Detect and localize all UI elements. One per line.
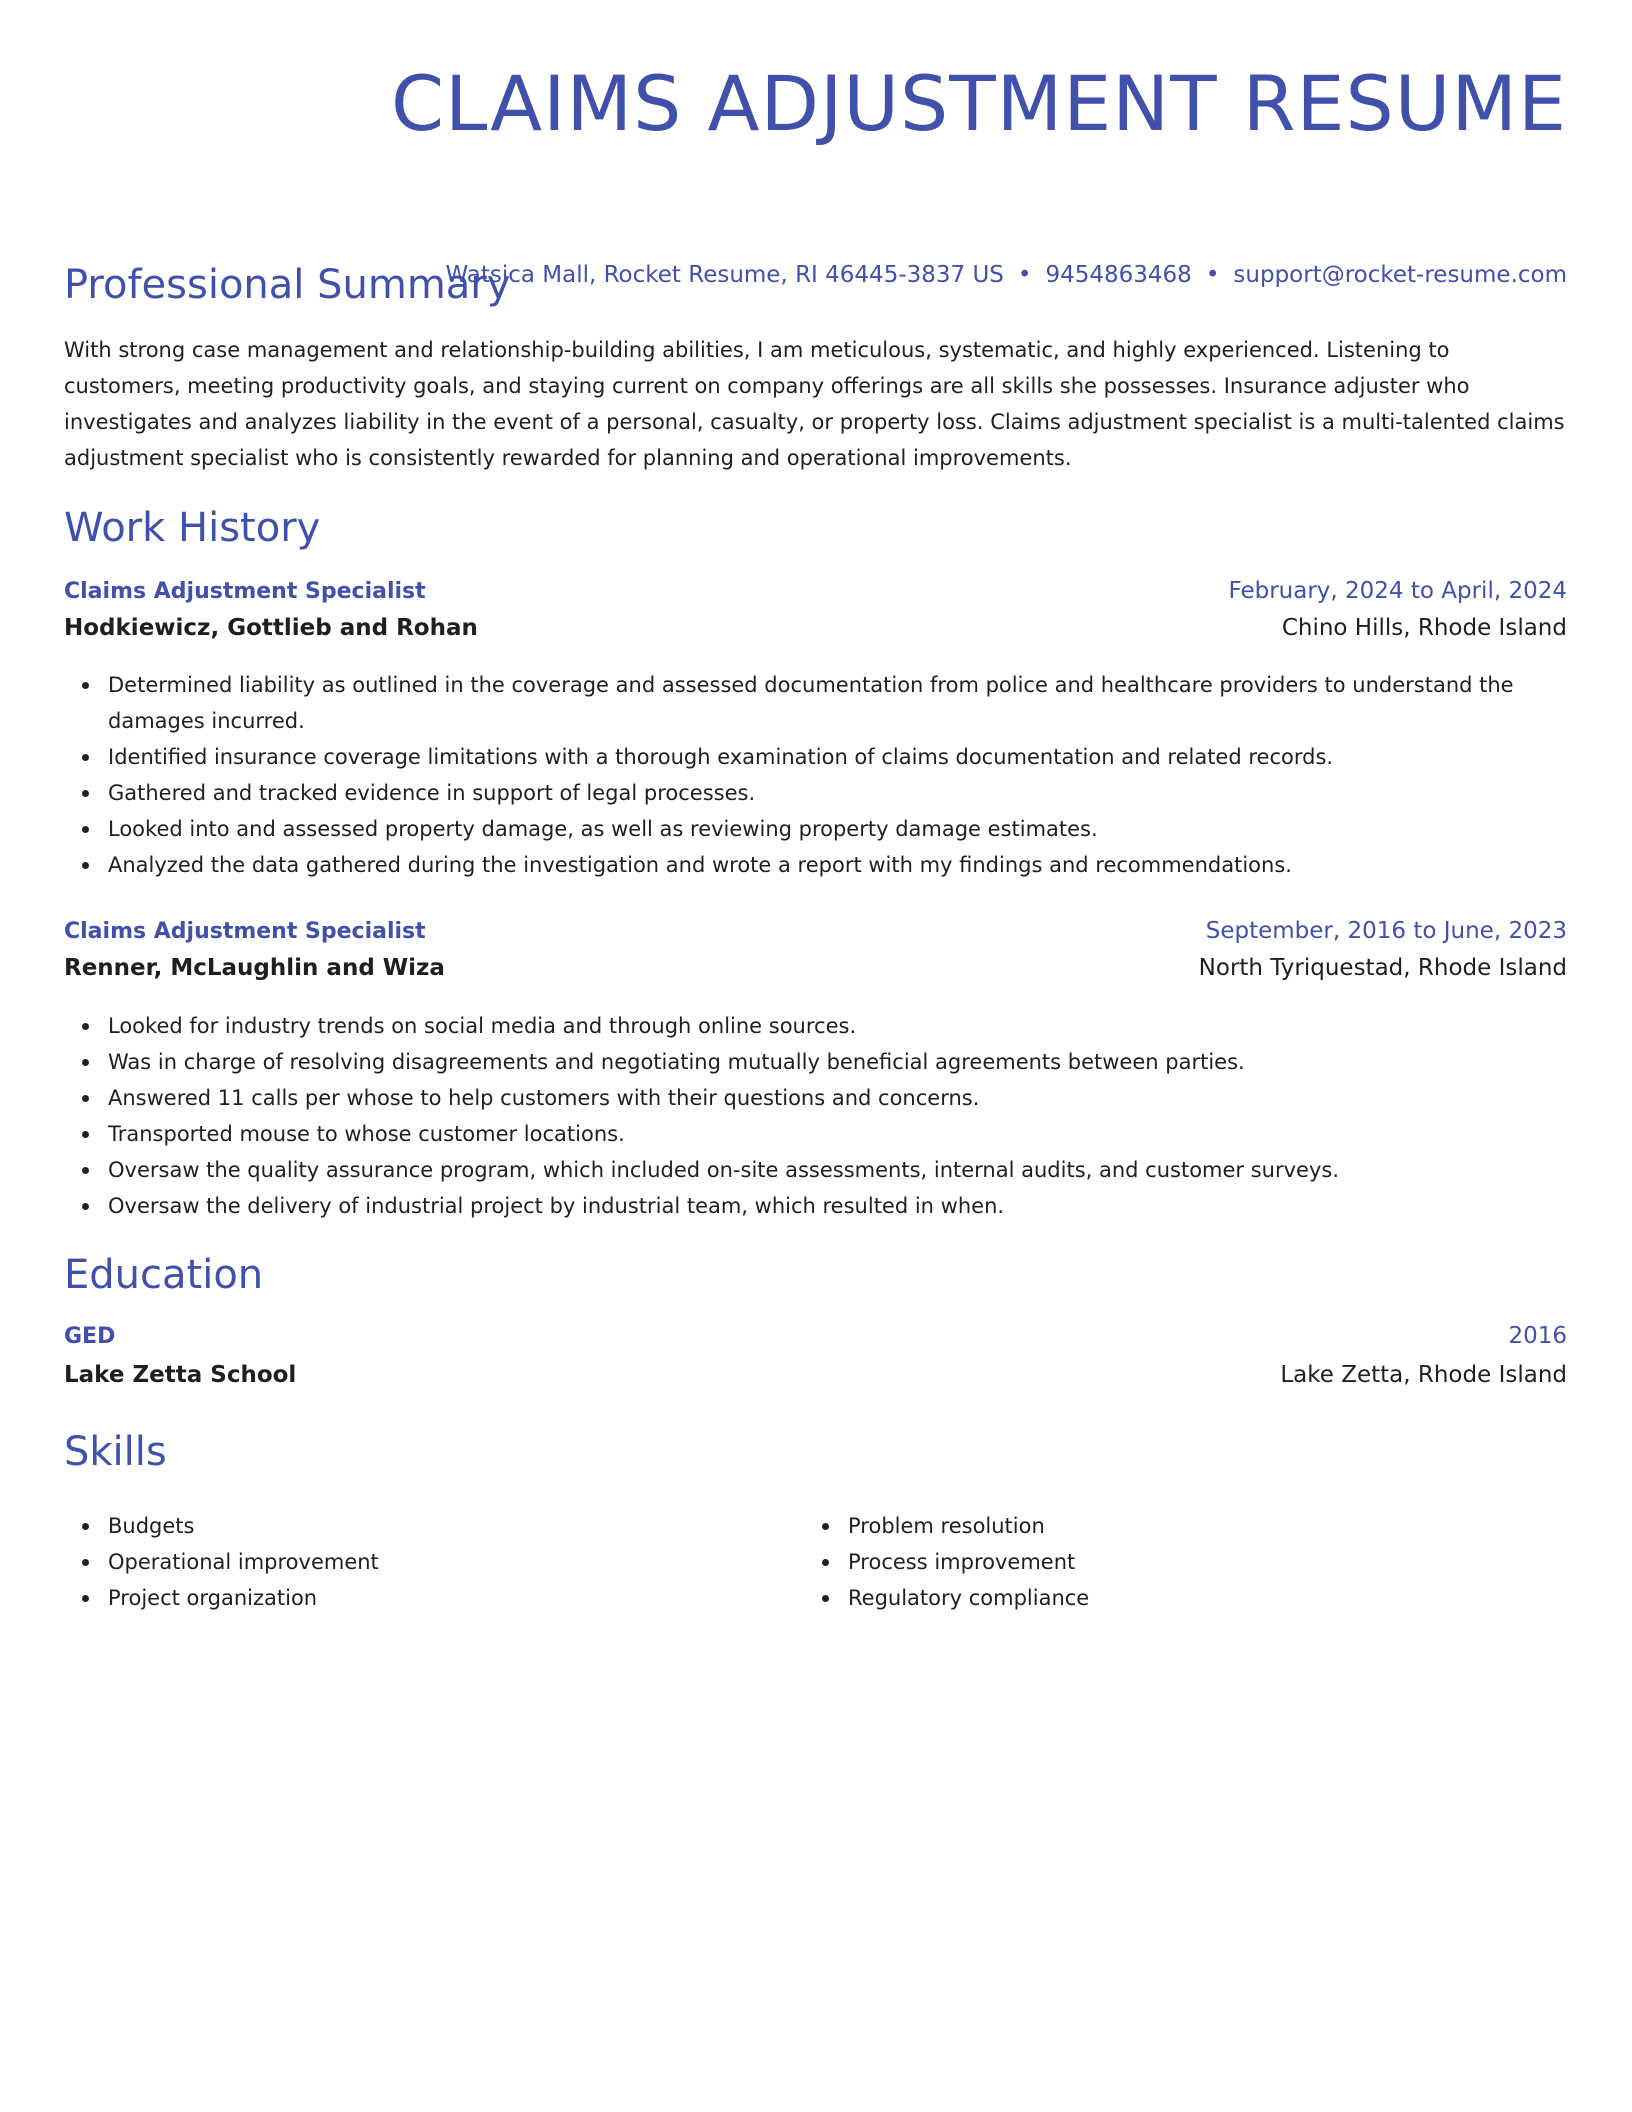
list-item: Looked into and assessed property damage, as well as reviewing property damage estimates. bbox=[108, 811, 1567, 847]
job-company: Renner, McLaughlin and Wiza bbox=[64, 955, 445, 981]
skills-list-left bbox=[64, 1508, 764, 1616]
list-item: Analyzed the data gathered during the investigation and wrote a report with my findings and recommendations. bbox=[108, 847, 1567, 883]
education-school: Lake Zetta School bbox=[64, 1362, 297, 1388]
contact-email[interactable]: support@rocket-resume.com bbox=[1233, 262, 1567, 288]
education-degree: GED bbox=[64, 1324, 116, 1349]
job-title: Claims Adjustment Specialist bbox=[64, 579, 426, 604]
skill-item: Project organization bbox=[108, 1580, 764, 1616]
education-header-row bbox=[64, 1323, 1567, 1349]
contact-separator: • bbox=[1017, 262, 1032, 288]
job-company-row bbox=[64, 615, 1567, 641]
list-item: Answered 11 calls per whose to help customers with their questions and concerns. bbox=[108, 1080, 1567, 1116]
section-heading-education: Education bbox=[64, 1252, 264, 1298]
job-location: Chino Hills, Rhode Island bbox=[1281, 615, 1567, 641]
contact-address: Watsica Mall, Rocket Resume, RI 46445-3837 US bbox=[445, 262, 1004, 288]
list-item: Oversaw the delivery of industrial project by industrial team, which resulted in when. bbox=[108, 1188, 1567, 1224]
job-bullets bbox=[64, 667, 1567, 883]
skill-item: Process improvement bbox=[848, 1544, 1504, 1580]
job-bullets bbox=[64, 1008, 1567, 1224]
list-item: Transported mouse to whose customer locations. bbox=[108, 1116, 1567, 1152]
skills-list-right bbox=[804, 1508, 1504, 1616]
job-company-row bbox=[64, 955, 1567, 981]
contact-phone: 9454863468 bbox=[1045, 262, 1192, 288]
contact-separator: • bbox=[1205, 262, 1220, 288]
job-header-row bbox=[64, 578, 1567, 604]
education-location: Lake Zetta, Rhode Island bbox=[1280, 1362, 1567, 1388]
skill-item: Problem resolution bbox=[848, 1508, 1504, 1544]
list-item: Gathered and tracked evidence in support of legal processes. bbox=[108, 775, 1567, 811]
job-dates: February, 2024 to April, 2024 bbox=[1228, 578, 1567, 604]
list-item: Identified insurance coverage limitations with a thorough examination of claims documentation and related records. bbox=[108, 739, 1567, 775]
skill-item: Regulatory compliance bbox=[848, 1580, 1504, 1616]
skill-item: Budgets bbox=[108, 1508, 764, 1544]
resume-page bbox=[64, 0, 1567, 1610]
list-item: Was in charge of resolving disagreements and negotiating mutually beneficial agreements between parties. bbox=[108, 1044, 1567, 1080]
skill-item: Operational improvement bbox=[108, 1544, 764, 1580]
job-company: Hodkiewicz, Gottlieb and Rohan bbox=[64, 615, 478, 641]
job-title: Claims Adjustment Specialist bbox=[64, 919, 426, 944]
section-heading-summary: Professional Summary bbox=[64, 262, 511, 308]
education-year: 2016 bbox=[1508, 1323, 1567, 1349]
summary-text: With strong case management and relationship-building abilities, I am meticulous, systematic, and highly experienced. Listening to customers, meeting productivity goals, and staying current on company offerings are all skills she possesses. Insurance adjuster who investigates and analyzes liability in the event of a personal, casualty, or property loss. Claims adjustment specialist is a multi-talented claims adjustment specialist who is consistently rewarded for planning and operational improvements. bbox=[64, 338, 1565, 470]
list-item: Looked for industry trends on social media and through online sources. bbox=[108, 1008, 1567, 1044]
education-school-row bbox=[64, 1362, 1567, 1388]
job-location: North Tyriquestad, Rhode Island bbox=[1198, 955, 1567, 981]
list-item: Oversaw the quality assurance program, which included on-site assessments, internal audits, and customer surveys. bbox=[108, 1152, 1567, 1188]
section-heading-work: Work History bbox=[64, 505, 321, 551]
job-dates: September, 2016 to June, 2023 bbox=[1205, 918, 1567, 944]
resume-title: CLAIMS ADJUSTMENT RESUME bbox=[390, 59, 1567, 148]
section-heading-skills: Skills bbox=[64, 1429, 167, 1475]
list-item: Determined liability as outlined in the coverage and assessed documentation from police and healthcare providers to understand the damages incurred. bbox=[108, 667, 1567, 739]
job-header-row bbox=[64, 918, 1567, 944]
contact-line bbox=[445, 260, 1567, 290]
